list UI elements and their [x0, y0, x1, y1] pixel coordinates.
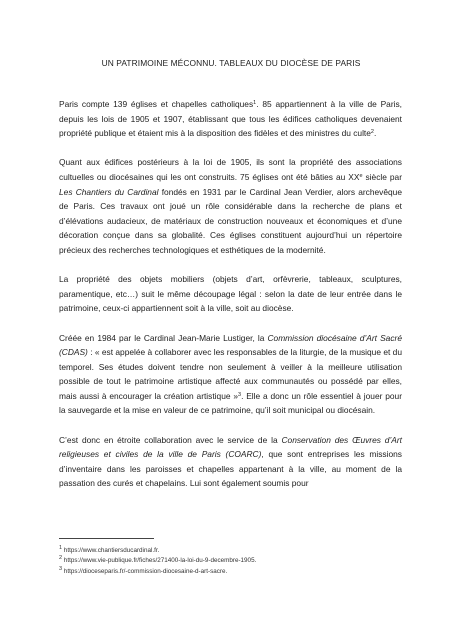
paragraph-3: La propriété des objets mobiliers (objets d’art, orfèvrerie, tableaux, sculptures, paramentique, etc…) suit le même découpage légal : selon la date de leur entrée dans le patrimoine, ceux-ci appartiennent soit à la ville, soit au diocèse. — [59, 274, 402, 314]
paragraph-1-text: Paris compte 139 églises et chapelles catholiques — [59, 99, 254, 109]
footnote-ref-3[interactable]: 3 — [238, 391, 242, 398]
document-title: UN PATRIMOINE MÉCONNU. TABLEAUX DU DIOCÈSE DE PARIS — [101, 58, 361, 68]
footnote-number: 3 — [59, 565, 63, 572]
paragraph-1-text-3: . — [373, 128, 377, 139]
footnote-link[interactable]: https://www.chantiersducardinal.fr. — [62, 547, 160, 554]
paragraph-5-text-2: , que sont entreprises les missions d’inventaire dans les paroisses et chapelles appartenant à la ville, au moment de la passation des curés et chapelains. Lui sont également soumis pour — [59, 449, 402, 489]
footnote-ref-2[interactable]: 2 — [370, 129, 374, 136]
paragraph-4-text-2: : « est appelée à collaborer avec les responsables de la liturgie, de la musique et du temporel. Ses études doivent tendre non seulement à veiller à la meilleure utilisation possible de tout le patrimoine artistique affecté aux communautés ou possédé par elles, mais aussi à encourager la création artistique » — [59, 347, 402, 401]
coarc-title: Conservation des Œuvres d’Art religieuses et civiles de la ville de Paris (COARC) — [59, 434, 403, 460]
paragraph-2-text-3: fondés en 1931 par le Cardinal Jean Verdier, alors archevêque de Paris. Ces travaux ont joué un rôle considérable dans la recherche de plans et d’élévations audacieux, de matériaux de construction nouveaux et économiques et d’une décoration conçue dans sa globalité. Ces églises constituent aujourd’hui un répertoire précieux des recherches technologiques et esthétiques de la modernité. — [59, 186, 402, 255]
paragraph-4-text: Créée en 1984 par le Cardinal Jean-Marie Lustiger, la — [59, 332, 268, 343]
paragraph-5 — [59, 433, 402, 491]
footnote-ref-1[interactable]: 1 — [253, 100, 257, 106]
chantiers-du-cardinal-title: Les Chantiers du Cardinal — [59, 186, 159, 197]
footnote-separator — [59, 538, 154, 539]
paragraph-4-text-3: . Elle a donc un rôle essentiel à jouer pour la sauvegarde et la mise en valeur de ce patrimoine, qu’il soit municipal ou diocésain. — [59, 390, 402, 416]
paragraph-5-text: C’est donc en étroite collaboration avec le service de la — [59, 434, 282, 445]
footnote-1[interactable] — [59, 546, 402, 556]
footnote-link[interactable]: https://www.vie-publique.fr/fiches/271400-la-loi-du-9-decembre-1905. — [62, 557, 257, 565]
footnotes — [59, 546, 402, 577]
paragraph-1 — [59, 97, 402, 141]
footnote-number: 2 — [59, 555, 63, 562]
cdas-title: Commission diocésaine d’Art Sacré (CDAS) — [59, 332, 402, 358]
footnote-number: 1 — [59, 545, 63, 551]
document-body — [59, 97, 402, 506]
paragraph-1-text-2: . 85 appartiennent à la ville de Paris, depuis les lois de 1905 et 1907, établissant que tous les édifices catholiques devenaient propriété publique et étaient mis à la disposition des fidèles et des ministres du culte — [59, 99, 402, 139]
paragraph-2-text-2: siècle par — [362, 171, 402, 182]
paragraph-2 — [59, 155, 402, 257]
footnote-3[interactable] — [59, 567, 402, 577]
footnote-2[interactable] — [59, 556, 402, 566]
paragraph-2-text: Quant aux édifices postérieurs à la loi de 1905, ils sont la propriété des associations cultuelles ou diocésaines qui les ont construits. 75 églises ont été bâties au XX — [59, 157, 402, 182]
century-superscript: e — [359, 172, 363, 179]
footnote-link[interactable]: https://dioceseparis.fr/-commission-diocesaine-d-art-sacre. — [62, 567, 228, 575]
paragraph-4 — [59, 331, 402, 419]
